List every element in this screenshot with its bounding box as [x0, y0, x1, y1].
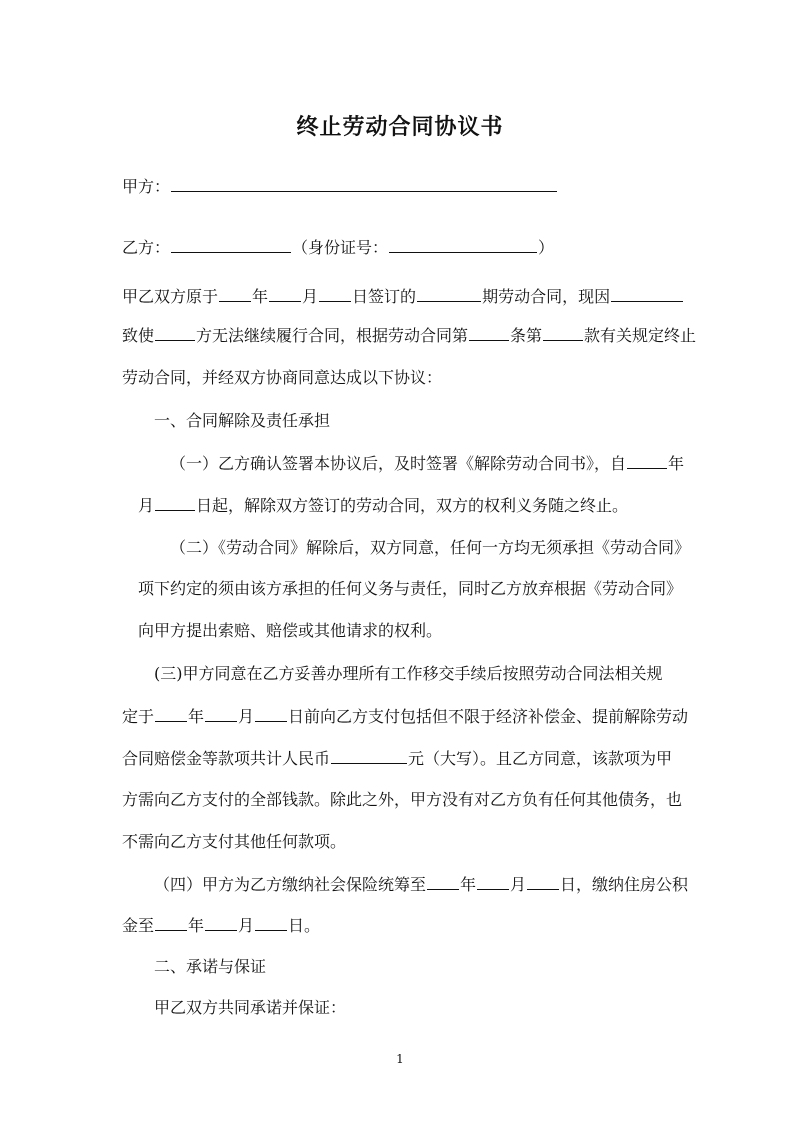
- text-segment: （一）乙方确认签署本协议后，及时签署《解除劳动合同书》，自: [170, 454, 627, 473]
- fill-in-blank[interactable]: [155, 914, 187, 931]
- fill-in-blank[interactable]: [171, 236, 291, 253]
- text-line: [122, 789, 682, 811]
- text-line: [122, 705, 688, 728]
- text-line: [122, 324, 696, 347]
- fill-in-blank[interactable]: [331, 747, 407, 764]
- text-line: [122, 175, 558, 198]
- text-segment: 年: [188, 707, 205, 726]
- text-segment: 日起，解除双方签订的劳动合同，双方的权利义务随之终止。: [196, 496, 629, 515]
- text-line: [170, 537, 690, 559]
- text-segment: 项下约定的须由该方承担的任何义务与责任，同时乙方放弃根据《劳动合同》: [138, 579, 683, 598]
- fill-in-blank[interactable]: [155, 494, 195, 511]
- fill-in-blank[interactable]: [205, 705, 237, 722]
- text-line: [122, 236, 554, 259]
- fill-in-blank[interactable]: [269, 285, 301, 302]
- fill-in-blank[interactable]: [171, 175, 557, 192]
- text-line: [122, 285, 684, 308]
- text-segment: 日前向乙方支付包括但不限于经济补偿金、提前解除劳动: [288, 707, 689, 726]
- text-segment: 向甲方提出索赔、赔偿或其他请求的权利。: [138, 621, 443, 640]
- text-segment: 劳动合同，并经双方协商同意达成以下协议：: [122, 368, 443, 387]
- text-segment: （二）《劳动合同》解除后，双方同意，任何一方均无须承担《劳动合同》: [170, 538, 691, 557]
- text-segment: 不需向乙方支付其他任何款项。: [122, 832, 347, 851]
- text-line: [138, 620, 442, 642]
- text-line: [122, 914, 320, 937]
- fill-in-blank[interactable]: [469, 324, 509, 341]
- fill-in-blank[interactable]: [627, 452, 667, 469]
- text-segment: （四）甲方为乙方缴纳社会保险统筹至: [154, 875, 427, 894]
- text-segment: 元（大写）。且乙方同意，该款项为甲: [408, 749, 673, 768]
- fill-in-blank[interactable]: [417, 285, 481, 302]
- page-number: 1: [396, 1052, 404, 1066]
- text-line: [122, 747, 672, 770]
- text-segment: 期劳动合同，现因: [482, 287, 611, 306]
- text-line: [154, 410, 330, 432]
- text-segment: 日签订的: [352, 287, 417, 306]
- text-line: [154, 663, 663, 685]
- text-segment: ）: [538, 238, 555, 257]
- text-line: [170, 452, 684, 475]
- fill-in-blank[interactable]: [219, 285, 251, 302]
- text-segment: 乙方：: [122, 238, 171, 257]
- text-segment: 金至: [122, 916, 155, 935]
- text-line: [122, 831, 346, 853]
- text-segment: 定于: [122, 707, 155, 726]
- text-line: [138, 494, 628, 517]
- fill-in-blank[interactable]: [319, 285, 351, 302]
- text-segment: 年: [460, 875, 477, 894]
- fill-in-blank[interactable]: [543, 324, 583, 341]
- text-segment: 方无法继续履行合同，根据劳动合同第: [196, 326, 469, 345]
- text-segment: （身份证号：: [292, 238, 389, 257]
- text-segment: 一、合同解除及责任承担: [154, 411, 331, 430]
- text-segment: 合同赔偿金等款项共计人民币: [122, 749, 331, 768]
- text-segment: 甲方：: [122, 177, 171, 196]
- fill-in-blank[interactable]: [205, 914, 237, 931]
- fill-in-blank[interactable]: [527, 873, 559, 890]
- text-segment: 致使: [122, 326, 155, 345]
- text-segment: 二、承诺与保证: [154, 957, 267, 976]
- fill-in-blank[interactable]: [389, 236, 537, 253]
- text-segment: 年: [188, 916, 205, 935]
- text-line: [154, 997, 346, 1019]
- text-segment: 甲乙双方共同承诺并保证：: [154, 998, 347, 1017]
- text-segment: 甲乙双方原于: [122, 287, 219, 306]
- fill-in-blank[interactable]: [155, 324, 195, 341]
- fill-in-blank[interactable]: [155, 705, 187, 722]
- text-segment: 月: [510, 875, 527, 894]
- fill-in-blank[interactable]: [477, 873, 509, 890]
- fill-in-blank[interactable]: [427, 873, 459, 890]
- document-title: 终止劳动合同协议书: [296, 114, 504, 140]
- text-segment: 月: [138, 496, 155, 515]
- text-segment: 月: [238, 916, 255, 935]
- text-segment: (三)甲方同意在乙方妥善办理所有工作移交手续后按照劳动合同法相关规: [154, 664, 663, 683]
- text-segment: 年: [668, 454, 685, 473]
- fill-in-blank[interactable]: [255, 914, 287, 931]
- fill-in-blank[interactable]: [611, 285, 683, 302]
- text-segment: 月: [238, 707, 255, 726]
- text-line: [154, 956, 266, 978]
- text-segment: 方需向乙方支付的全部钱款。除此之外，甲方没有对乙方负有任何其他债务，也: [122, 790, 683, 809]
- fill-in-blank[interactable]: [255, 705, 287, 722]
- text-segment: 款有关规定终止: [584, 326, 697, 345]
- text-segment: 月: [302, 287, 319, 306]
- text-segment: 日，缴纳住房公积: [560, 875, 689, 894]
- text-line: [138, 578, 682, 600]
- text-segment: 日。: [288, 916, 321, 935]
- text-line: [154, 873, 688, 896]
- text-segment: 条第: [510, 326, 543, 345]
- text-segment: 年: [252, 287, 269, 306]
- text-line: [122, 367, 442, 389]
